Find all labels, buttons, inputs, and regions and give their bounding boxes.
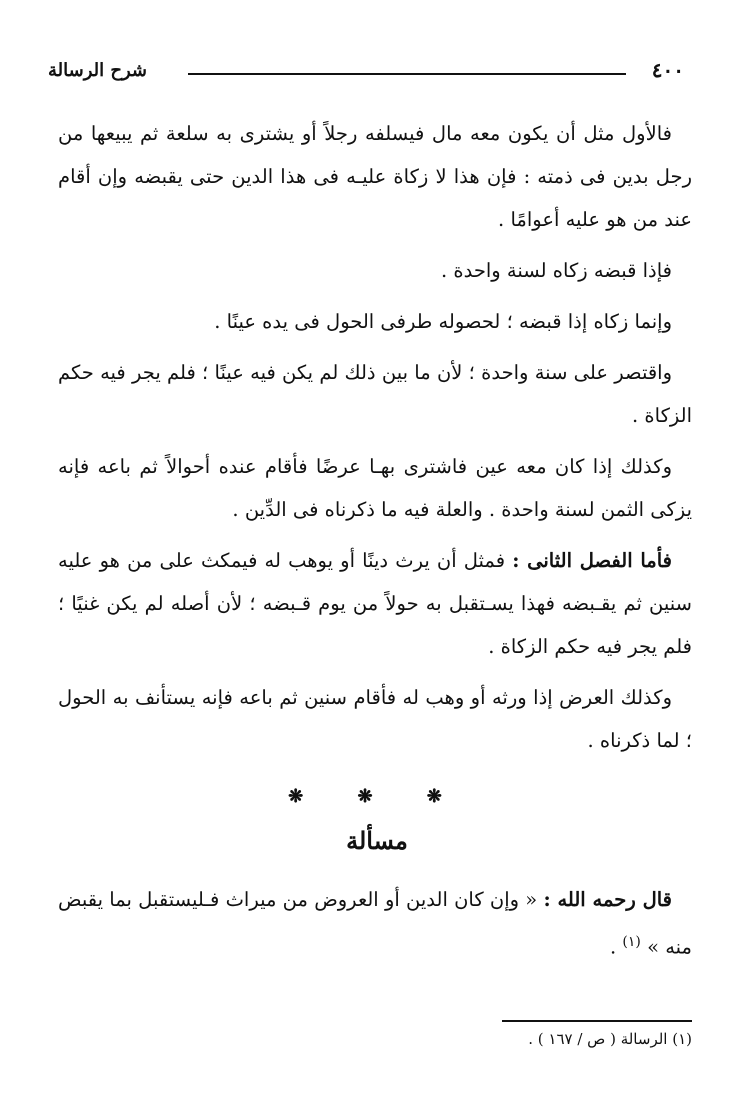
quote-text: « وإن كان الدين أو العروض من ميراث فـليستقبل بما يقبض منه » bbox=[58, 888, 692, 959]
main-text bbox=[58, 112, 692, 770]
footnote-reference: (١) bbox=[622, 934, 641, 950]
paragraph bbox=[58, 539, 692, 668]
book-title: شرح الرسالة bbox=[48, 60, 148, 81]
page-number: ٤٠٠ bbox=[651, 58, 684, 82]
paragraph: وكذلك العرض إذا ورثه أو وهب له فأقام سنين ثم باعه فإنه يستأنف به الحول ؛ لما ذكرناه . bbox=[58, 686, 692, 752]
quote-lead: قال رحمه الله : bbox=[543, 888, 673, 911]
section-lead: فأما الفصل الثانى : bbox=[512, 549, 673, 572]
paragraph-text: فمثل أن يرث دينًا أو يوهب له فيمكث على من هو عليه سنين ثم يقـبضه فهذا يسـتقبل به حولاً من يوم قـبضه ؛ لأن أصله لم يكن غنيًا ؛ فلم يجر فيه حكم الزكاة . bbox=[58, 549, 692, 658]
header-rule bbox=[188, 73, 626, 75]
separator-stars: ❋ ❋ ❋ bbox=[288, 786, 466, 807]
paragraph bbox=[58, 878, 692, 969]
paragraph: فإذا قبضه زكاه لسنة واحدة . bbox=[440, 259, 672, 282]
page-header bbox=[48, 56, 684, 90]
footnote: (١) الرسالة ( ص / ١٦٧ ) . bbox=[528, 1030, 692, 1048]
paragraph: واقتصر على سنة واحدة ؛ لأن ما بين ذلك لم يكن فيه عينًا ؛ فلم يجر فيه حكم الزكاة . bbox=[58, 361, 692, 427]
paragraph: فالأول مثل أن يكون معه مال فيسلفه رجلاً أو يشترى به سلعة ثم يبيعها من رجل بدين فى ذمته : فإن هذا لا زكاة عليـه فى هذا الدين حتى يقبضه وإن أقام عند من هو عليه أعوامًا . bbox=[58, 122, 692, 231]
quote-block bbox=[58, 878, 692, 969]
section-heading: مسألة bbox=[346, 826, 408, 855]
paragraph: وإنما زكاه إذا قبضه ؛ لحصوله طرفى الحول فى يده عينًا . bbox=[214, 310, 672, 333]
quote-end: . bbox=[610, 935, 623, 959]
footnote-rule bbox=[502, 1020, 692, 1022]
paragraph: وكذلك إذا كان معه عين فاشترى بهـا عرضًا فأقام عنده أحوالاً ثم باعه فإنه يزكى الثمن لسنة واحدة . والعلة فيه ما ذكرناه فى الدِّين . bbox=[58, 455, 692, 521]
